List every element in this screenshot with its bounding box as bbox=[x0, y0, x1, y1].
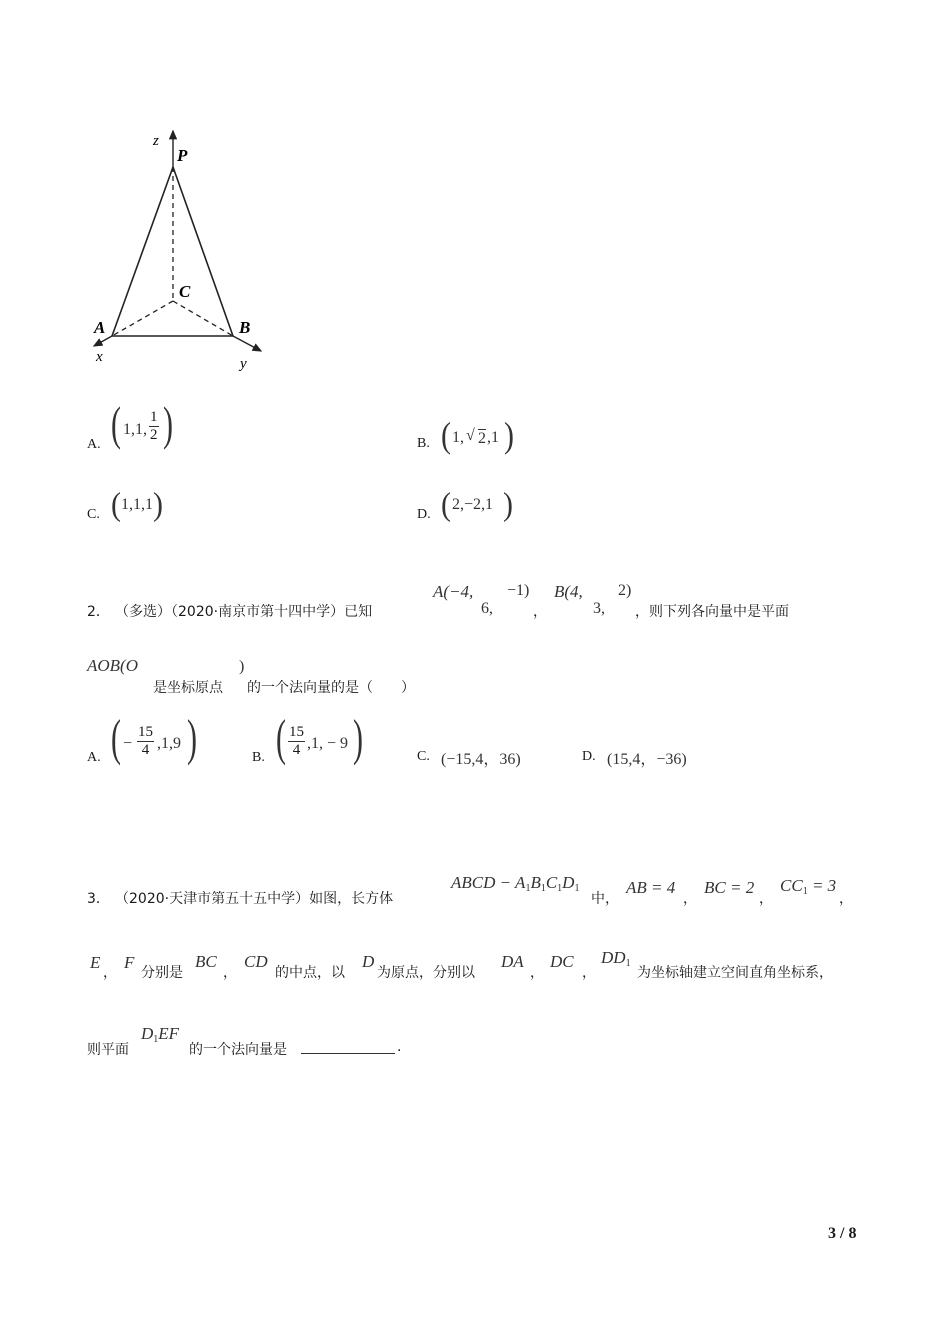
close-paren: ) bbox=[504, 415, 514, 456]
close-paren: ) bbox=[353, 710, 363, 767]
edge-cb bbox=[173, 301, 233, 336]
option-letter: C. bbox=[87, 507, 100, 522]
ab-equation: AB = 4 bbox=[626, 878, 676, 897]
option-letter: C. bbox=[417, 749, 430, 764]
cuboid-d: D bbox=[562, 873, 575, 892]
option-part2: ,1 bbox=[487, 429, 499, 446]
comma: ， bbox=[759, 891, 773, 907]
segment-bc: BC bbox=[195, 952, 217, 971]
option-letter: D. bbox=[582, 749, 596, 764]
fraction bbox=[137, 724, 154, 759]
edge-pa bbox=[112, 167, 173, 336]
minus-sign: − bbox=[123, 735, 133, 752]
label-c: C bbox=[179, 282, 191, 301]
denominator: 2 bbox=[150, 427, 158, 443]
q2-line2-tail: 的一个法向量的是（ ） bbox=[247, 680, 415, 696]
bc-equation: BC = 2 bbox=[704, 878, 755, 897]
point-b-head: B(4, bbox=[554, 582, 583, 601]
numerator: 1 bbox=[150, 409, 158, 425]
sub: 1 bbox=[802, 886, 808, 897]
plane-aob: AOB(O bbox=[87, 656, 138, 675]
sub: 1 bbox=[625, 958, 631, 969]
period: . bbox=[397, 1039, 402, 1055]
text-axes: 为坐标轴建立空间直角坐标系， bbox=[637, 965, 833, 981]
origin-note: 是坐标原点 bbox=[153, 680, 223, 696]
y-axis bbox=[233, 336, 261, 351]
edge-pb bbox=[173, 167, 233, 336]
comma: ， bbox=[839, 891, 853, 907]
close-paren: ) bbox=[239, 658, 245, 675]
close-paren: ) bbox=[503, 486, 513, 523]
point-f: F bbox=[124, 953, 135, 972]
x-axis bbox=[94, 336, 112, 346]
q2-line2 bbox=[87, 656, 867, 696]
option-part1: 1, bbox=[452, 429, 464, 446]
cc-value: = 3 bbox=[807, 876, 837, 895]
point-a-sub1: 6, bbox=[481, 600, 493, 617]
dd-label: DD bbox=[601, 948, 626, 967]
comma: ， bbox=[530, 965, 544, 981]
sub: 1 bbox=[153, 1034, 159, 1045]
option-text: (15,4，−36) bbox=[607, 751, 687, 768]
q2-number: 2． bbox=[87, 604, 110, 620]
option-text: (−15,4，36) bbox=[441, 751, 521, 768]
pyramid-figure bbox=[85, 125, 275, 375]
point-e: E bbox=[90, 953, 101, 972]
text-origin: 为原点，分别以 bbox=[377, 965, 475, 981]
option-text: 1,1,1 bbox=[121, 496, 153, 513]
comma: ， bbox=[683, 891, 697, 907]
option-text: 2,−2,1 bbox=[452, 496, 494, 513]
separator: ， bbox=[533, 604, 547, 620]
edge-ca bbox=[112, 301, 173, 336]
label-x: x bbox=[96, 349, 103, 365]
q2-line1 bbox=[87, 582, 867, 622]
cuboid-c: C bbox=[545, 873, 558, 892]
open-paren: ( bbox=[111, 397, 121, 451]
option-letter: A. bbox=[87, 437, 101, 452]
open-paren: ( bbox=[441, 486, 451, 523]
zhong: 中， bbox=[591, 891, 619, 907]
open-paren: ( bbox=[111, 710, 121, 767]
plane-d1ef bbox=[141, 1024, 179, 1045]
cc-label: CC bbox=[780, 876, 803, 895]
point-b-sub1: 3, bbox=[593, 600, 605, 617]
q3-line2 bbox=[87, 948, 877, 988]
denominator: 4 bbox=[292, 742, 301, 758]
q2-text-after: ，则下列各向量中是平面 bbox=[635, 604, 789, 620]
numerator: 15 bbox=[289, 724, 304, 740]
cuboid-name bbox=[451, 873, 579, 894]
numerator: 15 bbox=[138, 724, 153, 740]
close-paren: ) bbox=[187, 710, 197, 767]
label-y: y bbox=[240, 356, 247, 372]
option-suffix: ,1,9 bbox=[157, 735, 181, 752]
q3-line3 bbox=[87, 1024, 867, 1064]
plane-d: D bbox=[141, 1024, 154, 1043]
point-d: D bbox=[362, 952, 375, 971]
cuboid-b: B bbox=[530, 873, 541, 892]
comma: ， bbox=[582, 965, 596, 981]
axis-dd1 bbox=[601, 948, 631, 969]
label-a: A bbox=[94, 318, 106, 337]
open-paren: ( bbox=[111, 486, 121, 523]
sqrt-sign: √ bbox=[466, 427, 475, 444]
comma: ， bbox=[103, 965, 117, 981]
denominator: 4 bbox=[141, 742, 150, 758]
label-z: z bbox=[153, 133, 159, 149]
option-letter: D. bbox=[417, 507, 431, 522]
comma: ， bbox=[223, 965, 237, 981]
option-letter: B. bbox=[252, 750, 265, 765]
option-suffix: ,1, − 9 bbox=[307, 735, 349, 752]
q3-tag: （2020·天津市第五十五中学）如图，长方体 bbox=[115, 891, 394, 907]
axis-dc: DC bbox=[550, 952, 574, 971]
point-b-sub2: 2) bbox=[618, 582, 632, 599]
sub: 1 bbox=[540, 883, 546, 894]
fraction bbox=[149, 409, 159, 444]
page-number: 3 / 8 bbox=[828, 1225, 857, 1242]
close-paren: ) bbox=[153, 486, 163, 523]
text-midpoint: 的中点，以 bbox=[275, 965, 345, 981]
option-prefix: 1,1, bbox=[123, 421, 147, 438]
label-b: B bbox=[239, 318, 251, 337]
text-plane: 则平面 bbox=[87, 1042, 129, 1058]
text-fenbie: 分别是 bbox=[141, 965, 183, 981]
close-paren: ) bbox=[163, 397, 173, 451]
option-letter: B. bbox=[417, 436, 430, 451]
q2-tag: （多选）（2020·南京市第十四中学）已知 bbox=[115, 604, 373, 620]
answer-blank[interactable] bbox=[301, 1039, 395, 1054]
sub: 1 bbox=[557, 883, 563, 894]
open-paren: ( bbox=[441, 415, 451, 456]
sub: 1 bbox=[525, 883, 531, 894]
plane-ef: EF bbox=[158, 1024, 180, 1043]
point-a-sub2: −1) bbox=[507, 582, 530, 599]
option-letter: A. bbox=[87, 750, 101, 765]
sub: 1 bbox=[574, 883, 580, 894]
point-a-head: A(−4, bbox=[433, 582, 474, 601]
cuboid-abcd: ABCD − A bbox=[451, 873, 526, 892]
sqrt-radicand: 2 bbox=[478, 430, 486, 447]
q3-number: 3． bbox=[87, 891, 110, 907]
text-normal-vector: 的一个法向量是 bbox=[189, 1042, 287, 1058]
open-paren: ( bbox=[276, 710, 286, 767]
cc-equation bbox=[780, 876, 836, 897]
fraction bbox=[288, 724, 305, 759]
label-p: P bbox=[177, 146, 188, 165]
segment-cd: CD bbox=[244, 952, 268, 971]
q3-line1 bbox=[87, 872, 867, 912]
axis-da: DA bbox=[501, 952, 524, 971]
